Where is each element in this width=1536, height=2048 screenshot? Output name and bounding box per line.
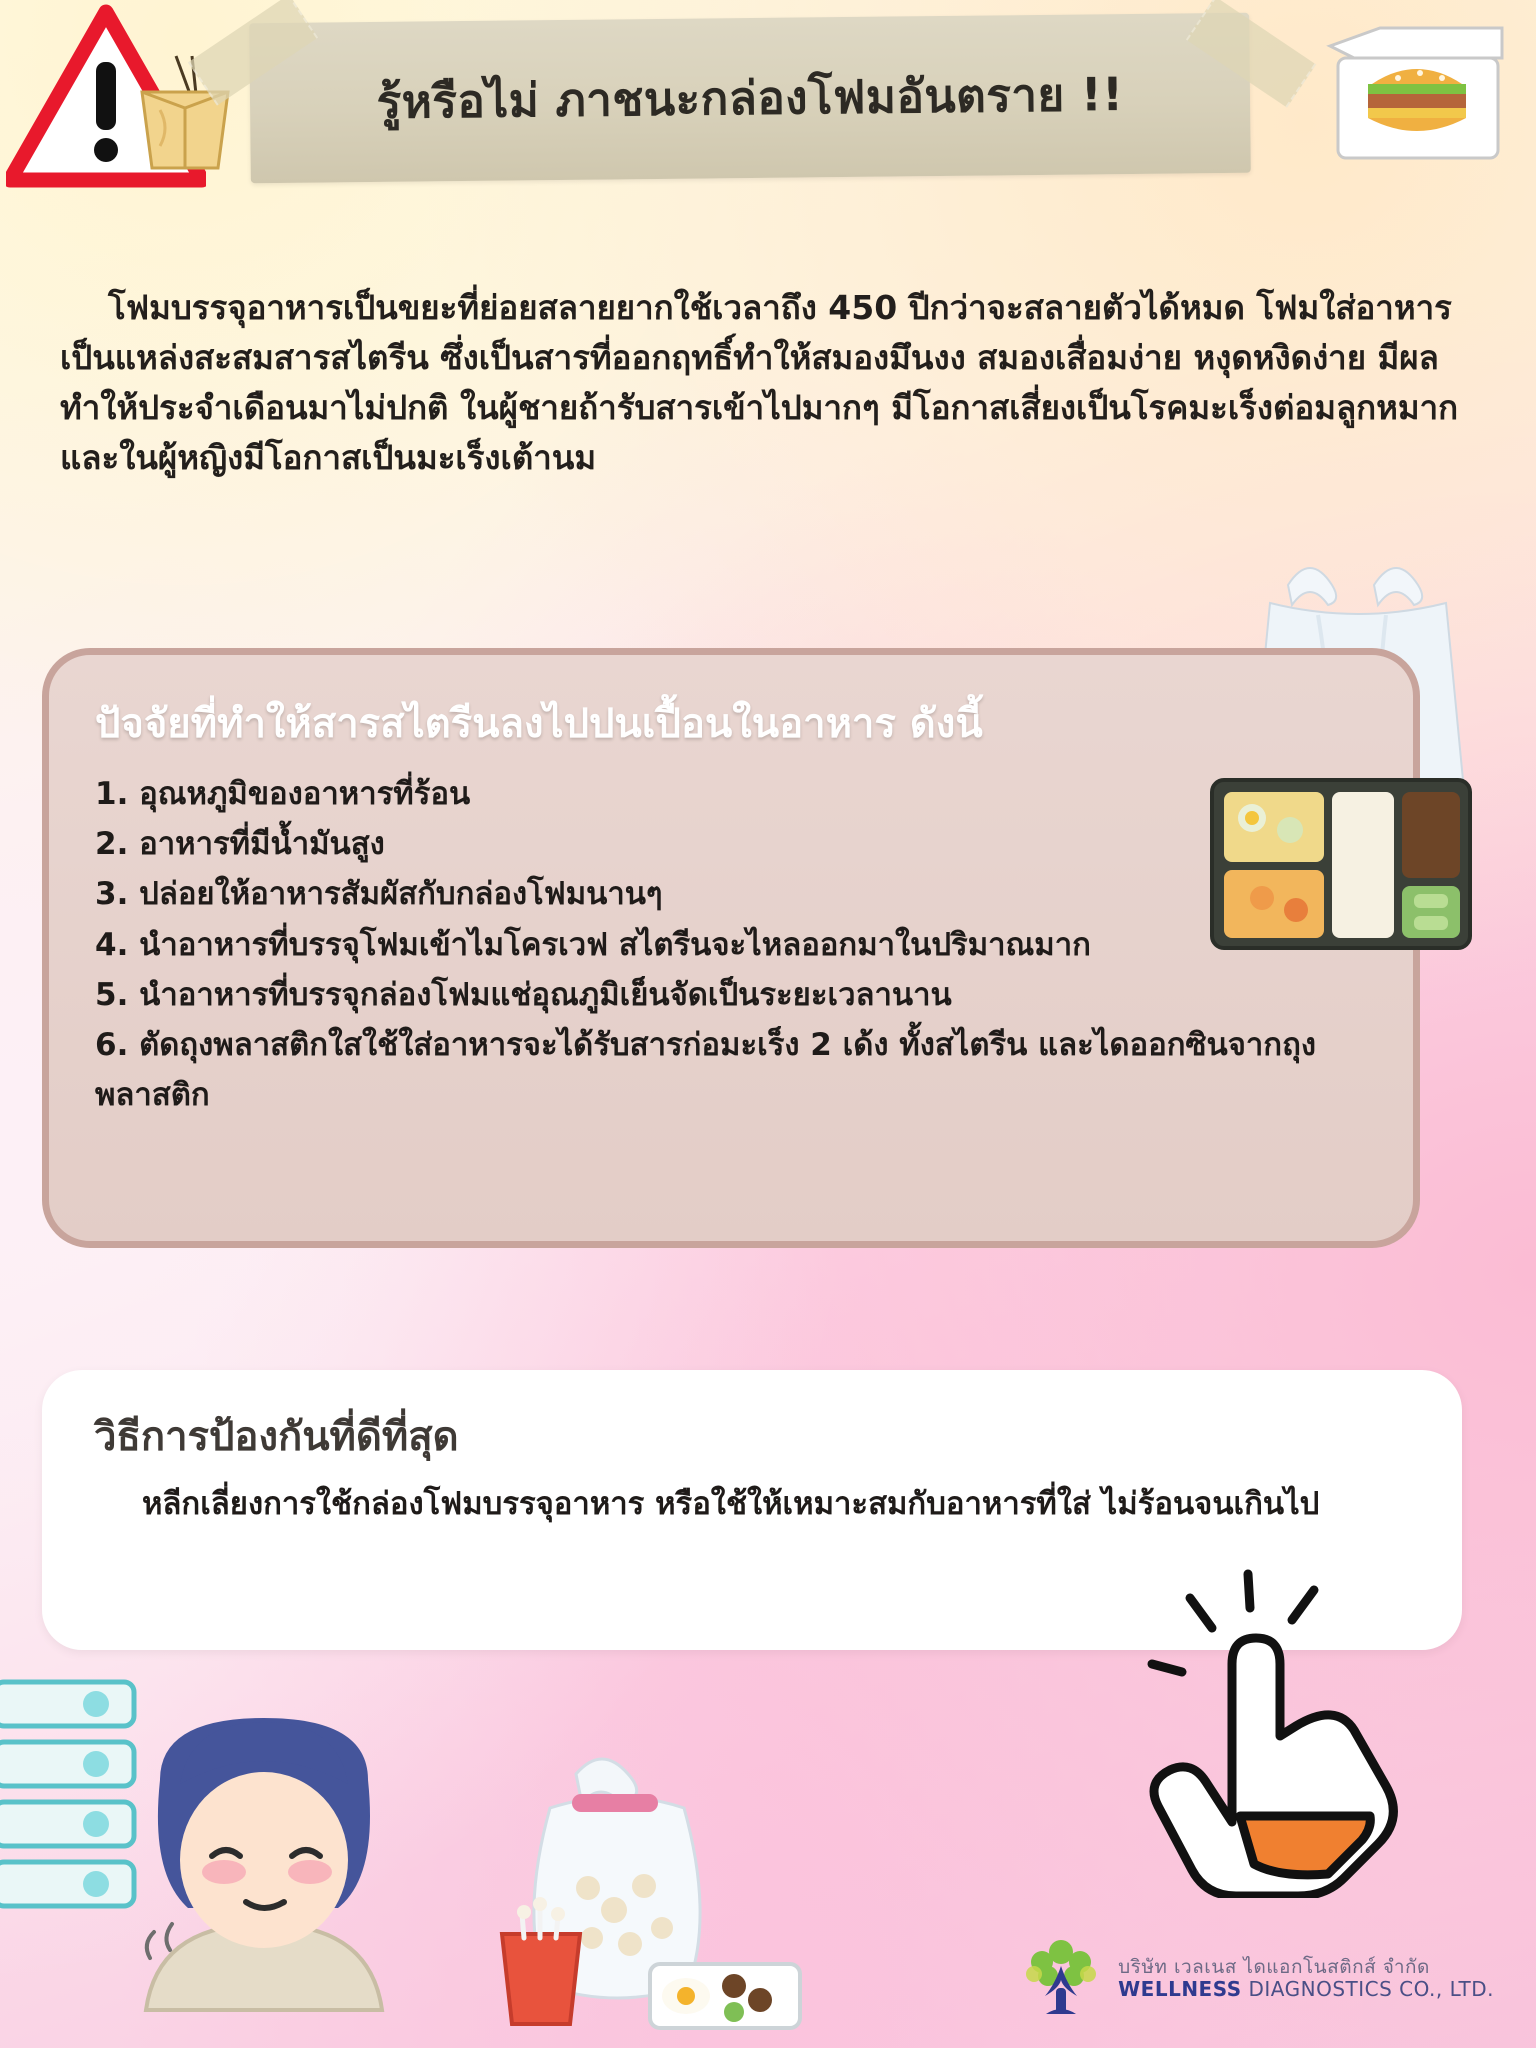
prevention-body: หลีกเลี่ยงการใช้กล่องโฟมบรรจุอาหาร หรือใช้ให้เหมาะสมกับอาหารที่ใส่ ไม่ร้อนจนเกินไป [142,1486,1320,1522]
burger-box-illustration [1320,18,1510,178]
pointing-hand-icon [1146,1568,1416,1898]
logo-english-bold: WELLNESS [1118,1977,1242,2002]
list-item: 6. ตัดถุงพลาสติกใสใช้ใส่อาหารจะได้รับสารก่อมะเร็ง 2 เด้ง ทั้งสไตรีน และไดออกซินจากถุงพลาสติก [95,1027,1316,1114]
intro-paragraph: โฟมบรรจุอาหารเป็นขยะที่ย่อยสลายยากใช้เวลาถึง 450 ปีกว่าจะสลายตัวได้หมด โฟมใส่อาหารเป็นแหล่งสะสมสารสไตรีน ซึ่งเป็นสารที่ออกฤทธิ์ทำให้สมองมึนงง สมองเสื่อมง่าย หงุดหงิดง่าย มีผลทำให้ประจำเดือนมาไม่ปกติ ในผู้ชายถ้ารับสารเข้าไปมากๆ มีโอกาสเสี่ยงเป็นโรคมะเร็งต่อมลูกหมาก และในผู้หญิงมีโอกาสเป็นมะเร็งเต้านม [60,288,1459,478]
prevention-title: วิธีการป้องกันที่ดีที่สุด [94,1414,459,1460]
girl-eating-illustration [120,1710,410,2040]
list-item: 5. นำอาหารที่บรรจุกล่องโฟมแช่อุณภูมิเย็นจัดเป็นระยะเวลานาน [95,976,952,1013]
company-logo [1018,1936,1494,2022]
list-item: 1. อุณหภูมิของอาหารที่ร้อน [95,776,471,812]
rice-bag-and-meal-illustration [480,1738,810,2038]
list-item: 4. นำอาหารที่บรรจุโฟมเข้าไมโครเวฟ สไตรีนจะไหลออกมาในปริมาณมาก [95,926,1091,963]
logo-thai-name: บริษัท เวลเนส ไดแอกโนสติกส์ จำกัด [1118,1955,1430,1978]
logo-english-name [1118,1978,1494,2001]
page-title: รู้หรือไม่ ภาชนะกล่องโฟมอันตราย !! [376,66,1124,129]
logo-english-rest: DIAGNOSTICS CO., LTD. [1248,1977,1494,2002]
wellness-tree-icon [1018,1936,1104,2022]
logo-text [1118,1957,1494,2002]
bento-box-illustration [1206,770,1476,960]
factors-title: ปัจจัยที่ทำให้สารสไตรีนลงไปปนเปื้อนในอาหาร ดังนี้ [95,701,983,747]
list-item: 3. ปล่อยให้อาหารสัมผัสกับกล่องโฟมนานๆ [95,876,663,913]
list-item: 2. อาหารที่มีน้ำมันสูง [95,826,385,863]
header-banner [250,18,1250,178]
factors-list [95,769,1367,1121]
